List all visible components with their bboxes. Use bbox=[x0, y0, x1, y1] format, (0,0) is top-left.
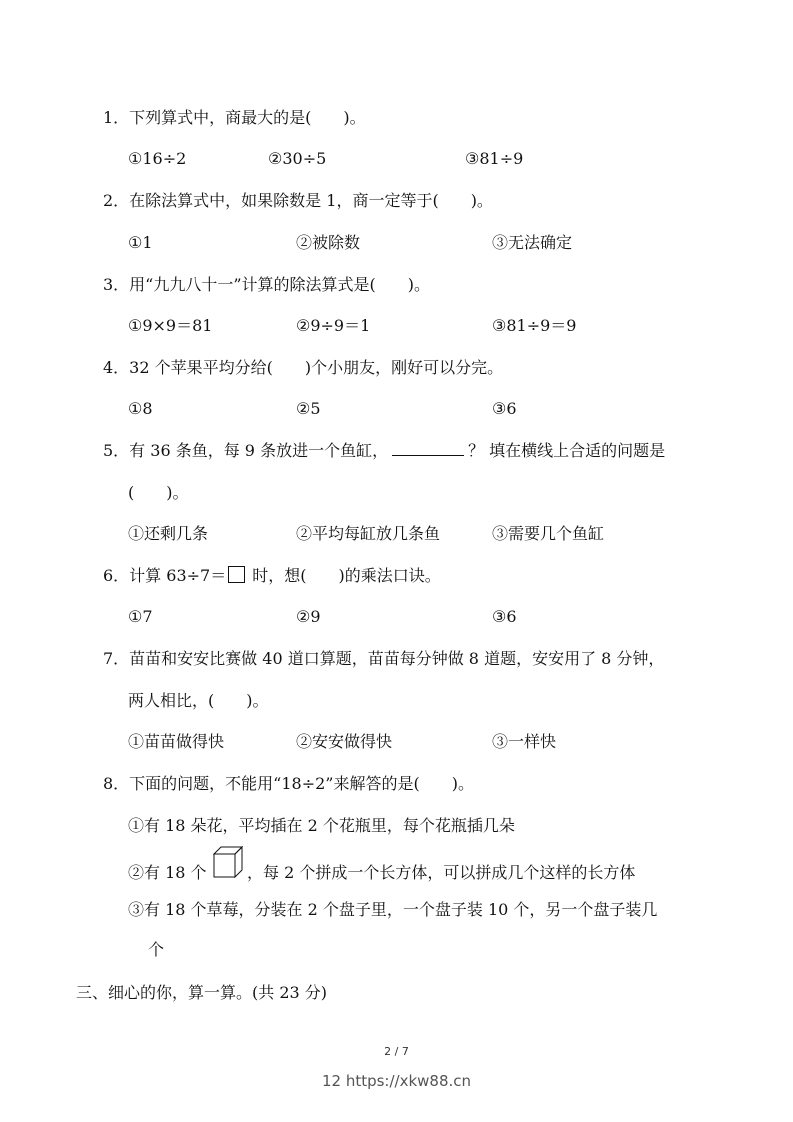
question-4-option-2: ②5 bbox=[296, 399, 321, 418]
question-8-option-2-part-a: ②有 18 个 bbox=[128, 863, 207, 882]
question-3-option-2: ②9÷9＝1 bbox=[296, 316, 371, 335]
question-7-option-2: ②安安做得快 bbox=[296, 732, 393, 751]
question-8-option-1: ①有 18 朵花，平均插在 2 个花瓶里，每个花瓶插几朵 bbox=[128, 816, 515, 835]
footer-watermark: 12 https://xkw88.cn bbox=[321, 1072, 472, 1090]
question-6-option-3: ③6 bbox=[492, 607, 517, 626]
question-8-option-3-continued: 个 bbox=[148, 940, 165, 959]
question-5-option-2: ②平均每缸放几条鱼 bbox=[296, 524, 441, 543]
question-5-stem-part-a: 5．有 36 条鱼，每 9 条放进一个鱼缸， bbox=[103, 441, 389, 460]
answer-blank-line bbox=[392, 441, 464, 456]
question-8-option-2-part-b: ，每 2 个拼成一个长方体，可以拼成几个这样的长方体 bbox=[247, 863, 636, 882]
question-1-option-1: ①16÷2 bbox=[128, 149, 187, 168]
cube-icon bbox=[213, 846, 243, 878]
question-5-stem-part-b: ？ 填在横线上合适的问题是 bbox=[468, 441, 666, 460]
empty-box-symbol bbox=[228, 566, 245, 583]
question-7-option-1: ①苗苗做得快 bbox=[128, 732, 225, 751]
question-3-option-1: ①9×9＝81 bbox=[128, 316, 213, 335]
question-3-option-3: ③81÷9＝9 bbox=[492, 316, 577, 335]
question-1-stem: 1．下列算式中，商最大的是( )。 bbox=[103, 108, 366, 127]
question-2-stem: 2．在除法算式中，如果除数是 1，商一定等于( )。 bbox=[103, 191, 493, 210]
question-1-option-2: ②30÷5 bbox=[268, 149, 327, 168]
question-6-option-1: ①7 bbox=[128, 607, 153, 626]
question-5-option-3: ③需要几个鱼缸 bbox=[492, 524, 605, 543]
question-4-option-1: ①8 bbox=[128, 399, 153, 418]
question-5-stem-continued: ( )。 bbox=[128, 483, 189, 502]
question-5-stem bbox=[103, 441, 665, 461]
question-6-stem bbox=[103, 566, 441, 586]
question-3-stem: 3．用“九九八十一”计算的除法算式是( )。 bbox=[103, 275, 431, 294]
question-7-stem: 7．苗苗和安安比赛做 40 道口算题，苗苗每分钟做 8 道题，安安用了 8 分钟， bbox=[103, 649, 665, 668]
question-7-option-3: ③一样快 bbox=[492, 732, 557, 751]
question-8-stem: 8．下面的问题，不能用“18÷2”来解答的是( )。 bbox=[103, 774, 474, 793]
question-5-option-1: ①还剩几条 bbox=[128, 524, 209, 543]
question-2-option-3: ③无法确定 bbox=[492, 233, 573, 252]
question-6-stem-part-a: 6．计算 63÷7＝ bbox=[103, 566, 227, 585]
question-1-option-3: ③81÷9 bbox=[465, 149, 524, 168]
question-8-option-3: ③有 18 个草莓，分装在 2 个盘子里，一个盘子装 10 个，另一个盘子装几 bbox=[128, 900, 658, 919]
question-4-stem: 4．32 个苹果平均分给( )个小朋友，刚好可以分完。 bbox=[103, 358, 504, 377]
question-7-stem-continued: 两人相比，( )。 bbox=[128, 691, 269, 710]
question-4-option-3: ③6 bbox=[492, 399, 517, 418]
question-2-option-1: ①1 bbox=[128, 233, 153, 252]
page-number: 2 / 7 bbox=[384, 1045, 409, 1058]
question-2-option-2: ②被除数 bbox=[296, 233, 361, 252]
question-6-stem-part-b: 时，想( )的乘法口诀。 bbox=[247, 566, 441, 585]
question-6-option-2: ②9 bbox=[296, 607, 321, 626]
section-title: 三、细心的你，算一算。(共 23 分) bbox=[76, 983, 328, 1002]
